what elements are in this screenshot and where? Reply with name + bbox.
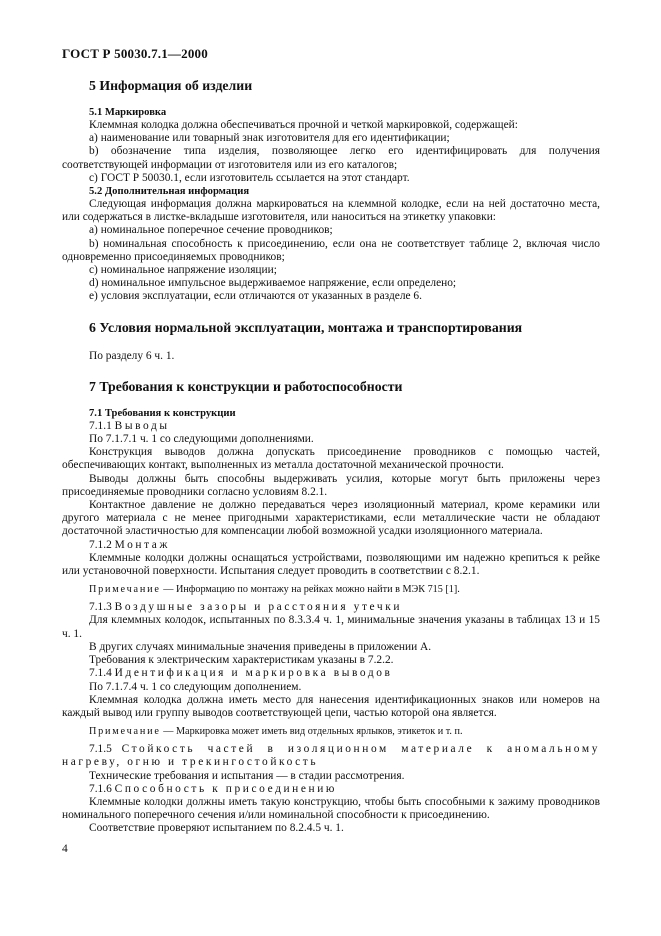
- list-item: е) условия эксплуатации, если отличаются от указанных в разделе 6.: [89, 290, 422, 303]
- subsection-7-1-1-heading: [62, 420, 600, 433]
- paragraph: По 7.1.7.4 ч. 1 со следующим дополнением.: [89, 680, 302, 693]
- paragraph: Технические требования и испытания — в стадии рассмотрения.: [89, 769, 405, 782]
- paragraph: Выводы должны быть способны выдерживать усилия, которые могут быть приложены через присоединяемые проводники согласно условиям 8.2.1.: [62, 472, 600, 498]
- note-text: — Маркировка может иметь вид отдельных ярлыков, этикеток и т. п.: [163, 726, 463, 738]
- subsection-number: 7.1.6: [89, 782, 112, 795]
- subsection-7-1-5-heading: [62, 743, 600, 769]
- section-5-2-title: 5.2 Дополнительная информация: [89, 186, 250, 198]
- section-5-1-title: 5.1 Маркировка: [89, 107, 167, 118]
- subsection-number: 7.1.2: [89, 538, 112, 551]
- subsection-name: Монтаж: [114, 538, 170, 551]
- note-label: Примечание: [89, 726, 161, 738]
- note: [62, 583, 600, 596]
- paragraph: По разделу 6 ч. 1.: [89, 349, 175, 362]
- document-header: ГОСТ Р 50030.7.1—2000: [62, 46, 208, 61]
- subsection-name: Стойкость частей в изоляционном материале к аномальному нагреву, огню и трекингостойкость: [62, 743, 600, 769]
- subsection-7-1-3-heading: [62, 601, 600, 614]
- list-item: d) номинальное импульсное выдерживаемое напряжение, если определено;: [89, 277, 457, 290]
- section-6-title: 6 Условия нормальной эксплуатации, монтажа и транспортирования: [89, 319, 523, 335]
- section-7-title: 7 Требования к конструкции и работоспособности: [89, 378, 403, 394]
- page-number: 4: [62, 843, 68, 855]
- note: [62, 725, 600, 738]
- paragraph: Клеммная колодка должна иметь место для нанесения идентификационных знаков или номеров на каждый вывод или группу выводов соответствующей цепи, частью которой она является.: [62, 693, 600, 719]
- page-content: [62, 78, 600, 836]
- subsection-7-1-6-heading: [62, 783, 600, 796]
- subsection-number: 7.1.3: [89, 601, 112, 614]
- paragraph: Клеммные колодки должны иметь такую конструкцию, чтобы быть способными к зажиму проводников номинального поперечного сечения и/или номинальной способности к присоединению.: [62, 795, 600, 822]
- paragraph: Требования к электрическим характеристикам указаны в 7.2.2.: [89, 654, 394, 667]
- subsection-number: 7.1.5: [89, 743, 112, 756]
- subsection-name: Воздушные зазоры и расстояния утечки: [114, 601, 403, 614]
- paragraph: По 7.1.7.1 ч. 1 со следующими дополнениями.: [89, 433, 314, 446]
- paragraph: Для клеммных колодок, испытанных по 8.3.3.4 ч. 1, минимальные значения указаны в таблицах 13 и 15 ч. 1.: [62, 614, 600, 640]
- paragraph: Контактное давление не должно передаваться через изоляционный материал, кроме керамики или другого материала с не менее пригодными характеристиками, если металлические части не обладают достаточной эластичностью для компенсации любой возможной усадки изоляционного материала.: [62, 499, 600, 538]
- note-label: Примечание: [89, 584, 161, 596]
- paragraph: Соответствие проверяют испытанием по 8.2.4.5 ч. 1.: [89, 822, 344, 835]
- list-item: b) обозначение типа изделия, позволяющее легко его идентифицировать для получения соответствующей информации от изготовителя или из его каталогов;: [62, 145, 600, 171]
- list-item: с) номинальное напряжение изоляции;: [89, 264, 277, 277]
- subsection-7-1-2-heading: [62, 539, 600, 552]
- note-text: — Информацию по монтажу на рейках можно найти в МЭК 715 [1].: [163, 584, 460, 596]
- subsection-7-1-4-heading: [62, 667, 600, 680]
- subsection-name: Способность к присоединению: [114, 782, 338, 795]
- section-7-1-title: 7.1 Требования к конструкции: [89, 407, 236, 419]
- paragraph: Конструкция выводов должна допускать присоединение проводников с помощью частей, обеспечивающих контакт, выполненных из металла достаточной механической прочности.: [62, 446, 600, 472]
- list-item: с) ГОСТ Р 50030.1, если изготовитель ссылается на этот стандарт.: [89, 171, 410, 184]
- paragraph: Следующая информация должна маркироваться на клеммной колодке, если на ней достаточно места, или содержаться в листке-вкладыше изготовителя, или наноситься на этикетку упаковки:: [62, 198, 600, 224]
- subsection-name: Идентификация и маркировка выводов: [114, 667, 393, 680]
- subsection-number: 7.1.1: [89, 419, 112, 432]
- list-item: а) номинальное поперечное сечение проводников;: [89, 224, 333, 237]
- list-item: b) номинальная способность к присоединению, если она не соответствует таблице 2, включая число одновременно присоединяемых проводников;: [62, 237, 600, 263]
- paragraph: Клеммные колодки должны оснащаться устройствами, позволяющими им надежно крепиться к рейке или установочной поверхности. Испытания следует проводить в соответствии с 8.2.1.: [62, 551, 600, 578]
- section-5-title: 5 Информация об изделии: [89, 78, 253, 93]
- list-item: а) наименование или товарный знак изготовителя для его идентификации;: [89, 132, 450, 145]
- subsection-name: Выводы: [114, 419, 170, 432]
- paragraph: В других случаях минимальные значения приведены в приложении А.: [89, 640, 432, 653]
- paragraph: Клеммная колодка должна обеспечиваться прочной и четкой маркировкой, содержащей:: [89, 119, 518, 131]
- subsection-number: 7.1.4: [89, 667, 112, 680]
